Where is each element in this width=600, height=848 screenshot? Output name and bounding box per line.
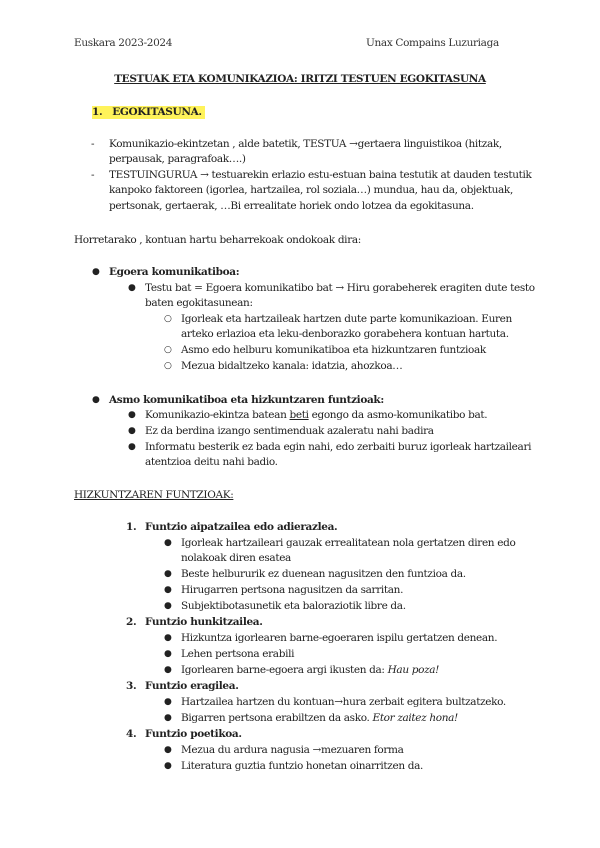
function-item-line: Lehen pertsona erabili bbox=[181, 648, 295, 660]
egoera-sub-line: Testu bat = Egoera komunikatibo bat → Hiru gorabeherek eragiten dute testo bbox=[145, 282, 535, 294]
bullet-dot: ● bbox=[164, 697, 172, 707]
function-item-line: Hizkuntza igorlearen barne-egoeraren ispilu gertatzen denean. bbox=[181, 632, 498, 644]
function-3-title: Funtzio eragilea. bbox=[145, 680, 239, 692]
function-2-title: Funtzio hunkitzailea. bbox=[145, 616, 263, 628]
bullet-dot: ● bbox=[164, 761, 172, 771]
function-item-line bbox=[181, 664, 439, 676]
asmo-item bbox=[145, 409, 487, 421]
function-item-text: Igorlearen barne-egoera argi ikusten da: bbox=[181, 664, 388, 676]
circle-item-line: Asmo edo helburu komunikatiboa eta hizkuntzaren funtzioak bbox=[181, 344, 486, 356]
function-item-line bbox=[181, 712, 458, 724]
function-item-example: Etor zaitez hona! bbox=[372, 712, 458, 724]
dash-marker: - bbox=[91, 169, 95, 181]
bullet-dot: ● bbox=[164, 713, 172, 723]
section-1-heading bbox=[92, 106, 205, 118]
bullet-dot: ● bbox=[128, 283, 136, 293]
function-2-number: 2. bbox=[126, 616, 137, 628]
dash-item-line: Komunikazio-ekintzetan , alde batetik, TESTUA →gertaera linguistikoa (hitzak, bbox=[109, 138, 502, 150]
bullet-dot: ● bbox=[164, 601, 172, 611]
dash-marker: - bbox=[91, 138, 95, 150]
bullet-dot: ● bbox=[164, 585, 172, 595]
asmo-item-text: Komunikazio-ekintza batean bbox=[145, 409, 290, 421]
bullet-dot: ● bbox=[164, 633, 172, 643]
function-item-line: Subjektibotasunetik eta baloraziotik libre da. bbox=[181, 600, 406, 612]
section-1-number: 1. bbox=[92, 106, 103, 118]
intro-paragraph: Horretarako , kontuan hartu beharrekoak ondokoak dira: bbox=[74, 234, 361, 246]
bullet-dot: ● bbox=[92, 267, 100, 277]
dash-item-line: TESTUINGURUA → testuarekin erlazio estu-estuan baina testutik at dauden testutik bbox=[109, 169, 532, 181]
dash-item-line: pertsonak, gertaerak, …Bi errealitate horiek ondo lotzea da egokitasuna. bbox=[109, 200, 474, 212]
circle-item-line: Mezua bidaltzeko kanala: idatzia, ahozkoa… bbox=[181, 360, 403, 372]
dash-item-line: kanpoko faktoreen (igorlea, hartzailea, rol soziala…) mundua, hau da, objektuak, bbox=[109, 184, 513, 196]
asmo-item-line: Informatu besterik ez bada egin nahi, edo zerbaiti buruz igorleak hartzaileari bbox=[145, 441, 532, 453]
function-1-number: 1. bbox=[126, 521, 137, 533]
bullet-dot: ● bbox=[128, 442, 136, 452]
function-4-number: 4. bbox=[126, 728, 137, 740]
function-item-line: Literatura guztia funtzio honetan oinarritzen da. bbox=[181, 760, 423, 772]
circle-item-line: arteko erlazioa eta leku-denborazko gorabehera kontuan hartuta. bbox=[181, 328, 509, 340]
section-1-title: EGOKITASUNA. bbox=[112, 106, 202, 118]
asmo-item-text: egongo da asmo-komunikatibo bat. bbox=[308, 409, 488, 421]
bullet-dot: ● bbox=[128, 410, 136, 420]
function-item-text: Bigarren pertsona erabiltzen da asko. bbox=[181, 712, 373, 724]
function-item-line: nolakoak diren esatea bbox=[181, 552, 291, 564]
bullet-dot: ● bbox=[128, 426, 136, 436]
function-4-title: Funtzio poetikoa. bbox=[145, 728, 242, 740]
asmo-heading: Asmo komunikatiboa eta hizkuntzaren funtzioak: bbox=[109, 394, 384, 406]
functions-heading: HIZKUNTZAREN FUNTZIOAK: bbox=[74, 489, 234, 501]
bullet-dot: ● bbox=[164, 538, 172, 548]
bullet-circle: ○ bbox=[164, 345, 172, 355]
function-1-title: Funtzio aipatzailea edo adierazlea. bbox=[145, 521, 338, 533]
dash-item-line: perpausak, paragrafoak….) bbox=[109, 153, 246, 165]
bullet-dot: ● bbox=[164, 665, 172, 675]
egoera-heading: Egoera komunikatiboa: bbox=[109, 266, 240, 278]
function-item-line: Beste helbururik ez duenean nagusitzen den funtzioa da. bbox=[181, 568, 466, 580]
function-item-line: Hartzailea hartzen du kontuan→hura zerbait egitera bultzatzeko. bbox=[181, 696, 506, 708]
function-item-line: Hirugarren pertsona nagusitzen da sarritan. bbox=[181, 584, 404, 596]
header-author: Unax Compains Luzuriaga bbox=[366, 37, 499, 49]
function-item-line: Igorleak hartzaileari gauzak errealitatean nola gertatzen diren edo bbox=[181, 537, 516, 549]
function-item-example: Hau poza! bbox=[387, 664, 440, 676]
header-course: Euskara 2023-2024 bbox=[74, 37, 173, 49]
bullet-dot: ● bbox=[92, 395, 100, 405]
circle-item-line: Igorleak eta hartzaileak hartzen dute parte komunikazioan. Euren bbox=[181, 313, 512, 325]
function-item-line: Mezua du ardura nagusia →mezuaren forma bbox=[181, 744, 404, 756]
bullet-circle: ○ bbox=[164, 314, 172, 324]
function-3-number: 3. bbox=[126, 680, 137, 692]
asmo-item-underlined: beti bbox=[289, 409, 309, 421]
egoera-sub-line: baten egokitasunean: bbox=[145, 297, 253, 309]
asmo-item: Ez da berdina izango sentimenduak azaleratu nahi badira bbox=[145, 425, 434, 437]
asmo-item-line: atentzioa deitu nahi badio. bbox=[145, 456, 278, 468]
bullet-dot: ● bbox=[164, 649, 172, 659]
bullet-circle: ○ bbox=[164, 361, 172, 371]
bullet-dot: ● bbox=[164, 569, 172, 579]
document-title: TESTUAK ETA KOMUNIKAZIOA: IRITZI TESTUEN EGOKITASUNA bbox=[114, 73, 486, 85]
bullet-dot: ● bbox=[164, 745, 172, 755]
